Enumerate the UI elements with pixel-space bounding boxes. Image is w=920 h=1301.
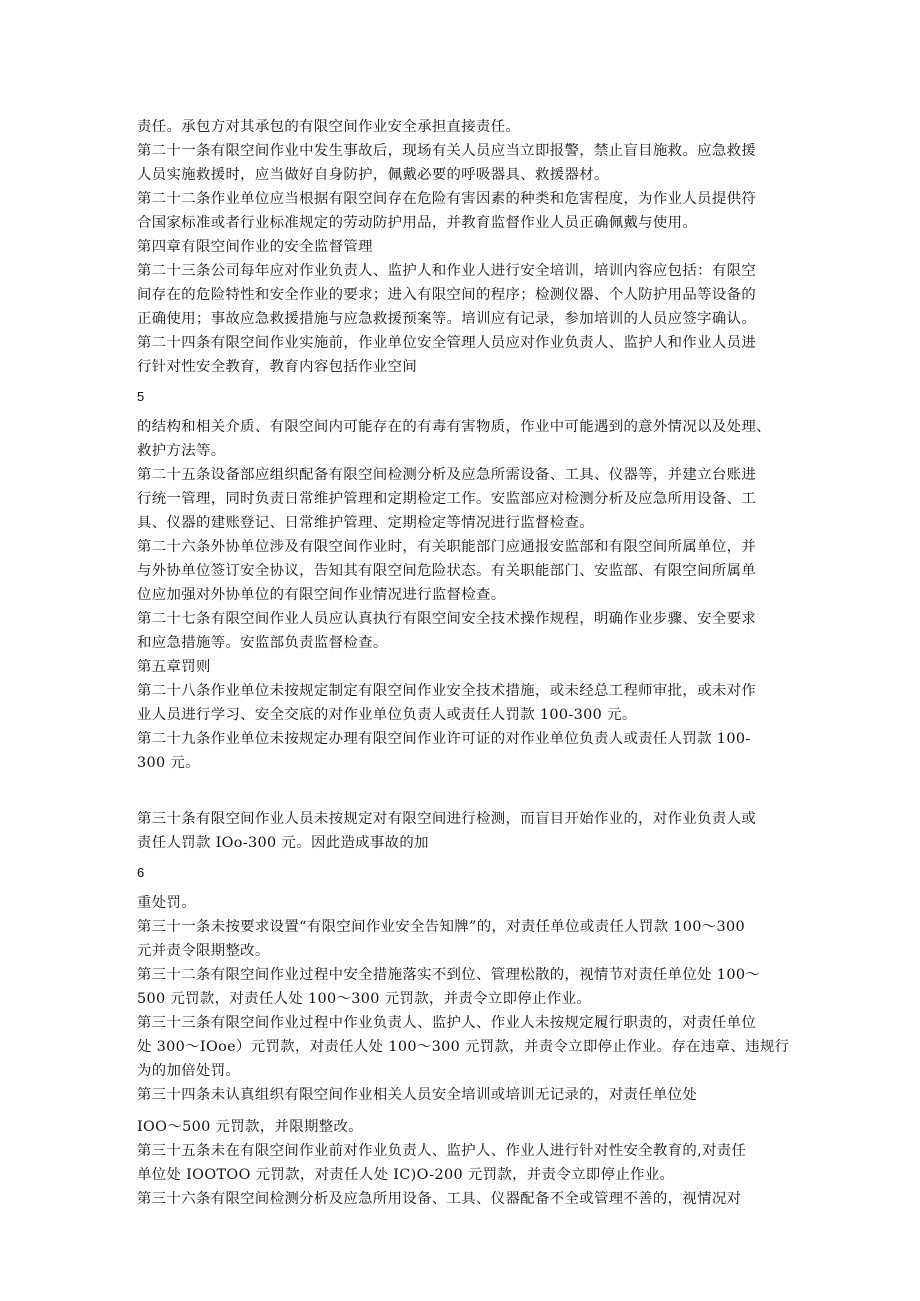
text-block-e bbox=[137, 1115, 792, 1211]
page-number: 5 bbox=[137, 389, 145, 404]
text-line: 的结构和相关介质、有限空间内可能存在的有毒有害物质，作业中可能遇到的意外情况以及处理、 bbox=[137, 419, 771, 435]
text-line: IOO～500 元罚款，并限期整改。 bbox=[137, 1119, 363, 1135]
text-line: 位应加强对外协单位的有限空间作业情况进行监督检查。 bbox=[137, 587, 506, 603]
text-line: 行针对性安全教育，教育内容包括作业空间 bbox=[137, 359, 418, 375]
text-line: 第二十五条设备部应组织配备有限空间检测分析及应急所需设备、工具、仪器等，并建立台账进 bbox=[137, 467, 757, 483]
text-line: 救护方法等。 bbox=[137, 443, 226, 459]
text-line: 第二十一条有限空间作业中发生事故后，现场有关人员应当立即报警，禁止盲目施救。应急救援 bbox=[137, 143, 757, 159]
text-line: 业人员进行学习、安全交底的对作业单位负责人或责任人罚款 100-300 元。 bbox=[137, 707, 637, 723]
text-line: 责任。承包方对其承包的有限空间作业安全承担直接责任。 bbox=[137, 119, 521, 135]
text-line: 为的加倍处罚。 bbox=[137, 1063, 241, 1079]
text-line: 正确使用；事故应急救援措施与应急救援预案等。培训应有记录，参加培训的人员应签字确认。 bbox=[137, 311, 757, 327]
text-line: 与外协单位签订安全协议，告知其有限空间危险状态。有关职能部门、安监部、有限空间所属单 bbox=[137, 563, 757, 579]
text-line: 500 元罚款，对责任人处 100～300 元罚款，并责令立即停止作业。 bbox=[137, 991, 592, 1007]
text-line: 第三十一条未按要求设置“有限空间作业安全告知牌”的，对责任单位或责任人罚款 100～300 bbox=[137, 919, 746, 935]
text-line: 第三十六条有限空间检测分析及应急所用设备、工具、仪器配备不全或管理不善的，视情况对 bbox=[137, 1191, 742, 1207]
text-line: 第三十三条有限空间作业过程中作业负责人、监护人、作业人未按规定履行职责的，对责任单位 bbox=[137, 1015, 757, 1031]
text-line: 第二十九条作业单位未按规定办理有限空间作业许可证的对作业单位负责人或责任人罚款 100- bbox=[137, 731, 751, 747]
text-line: 单位处 IOOTOO 元罚款，对责任人处 IC)O-200 元罚款，并责令立即停止作业。 bbox=[137, 1167, 675, 1183]
text-line: 元并责令限期整改。 bbox=[137, 943, 270, 959]
text-line: 人员实施救援时，应当做好自身防护，佩戴必要的呼吸器具、救援器材。 bbox=[137, 167, 609, 183]
text-line: 第二十三条公司每年应对作业负责人、监护人和作业人进行安全培训，培训内容应包括：有限空 bbox=[137, 263, 757, 279]
page-number: 6 bbox=[137, 865, 145, 880]
document-page bbox=[137, 115, 792, 1211]
text-line: 第二十二条作业单位应当根据有限空间存在危险有害因素的种类和危害程度，为作业人员提供符 bbox=[137, 191, 757, 207]
text-line: 间存在的危险特性和安全作业的要求；进入有限空间的程序；检测仪器、个人防护用品等设备的 bbox=[137, 287, 757, 303]
text-line: 和应急措施等。安监部负责监督检查。 bbox=[137, 635, 388, 651]
text-line: 第三十四条未认真组织有限空间作业相关人员安全培训或培训无记录的，对责任单位处 bbox=[137, 1087, 698, 1103]
text-line: 行统一管理，同时负责日常维护管理和定期检定工作。安监部应对检测分析及应急所用设备、工 bbox=[137, 491, 757, 507]
text-line: 第三十五条未在有限空间作业前对作业负责人、监护人、作业人进行针对性安全教育的,对责任 bbox=[137, 1143, 747, 1159]
text-line: 合国家标准或者行业标准规定的劳动防护用品，并教育监督作业人员正确佩戴与使用。 bbox=[137, 215, 698, 231]
text-line: 第二十六条外协单位涉及有限空间作业时，有关职能部门应通报安监部和有限空间所属单位，并 bbox=[137, 539, 757, 555]
text-line: 重处罚。 bbox=[137, 895, 196, 911]
text-line: 300 元。 bbox=[137, 755, 200, 771]
text-line: 第二十四条有限空间作业实施前，作业单位安全管理人员应对作业负责人、监护人和作业人员进 bbox=[137, 335, 757, 351]
text-line: 具、仪器的建账登记、日常维护管理、定期检定等情况进行监督检查。 bbox=[137, 515, 594, 531]
text-line: 处 300～IOoe）元罚款，对责任人处 100～300 元罚款，并责令立即停止作业。存在违章、违规行 bbox=[137, 1039, 790, 1055]
text-line: 第二十八条作业单位未按规定制定有限空间作业安全技术措施，或未经总工程师审批，或未对作 bbox=[137, 683, 757, 699]
text-line: 第二十七条有限空间作业人员应认真执行有限空间安全技术操作规程，明确作业步骤、安全要求 bbox=[137, 611, 757, 627]
chapter-heading: 第五章罚则 bbox=[137, 659, 211, 675]
text-block-b bbox=[137, 415, 792, 775]
text-block-d bbox=[137, 891, 792, 1107]
text-block-c bbox=[137, 807, 792, 855]
text-line: 第三十条有限空间作业人员未按规定对有限空间进行检测，而盲目开始作业的，对作业负责人或 bbox=[137, 811, 757, 827]
chapter-heading: 第四章有限空间作业的安全监督管理 bbox=[137, 239, 373, 255]
text-block-a bbox=[137, 115, 792, 379]
text-line: 责任人罚款 IOo-300 元。因此造成事故的加 bbox=[137, 835, 429, 851]
text-line: 第三十二条有限空间作业过程中安全措施落实不到位、管理松散的，视情节对责任单位处 100～ bbox=[137, 967, 761, 983]
